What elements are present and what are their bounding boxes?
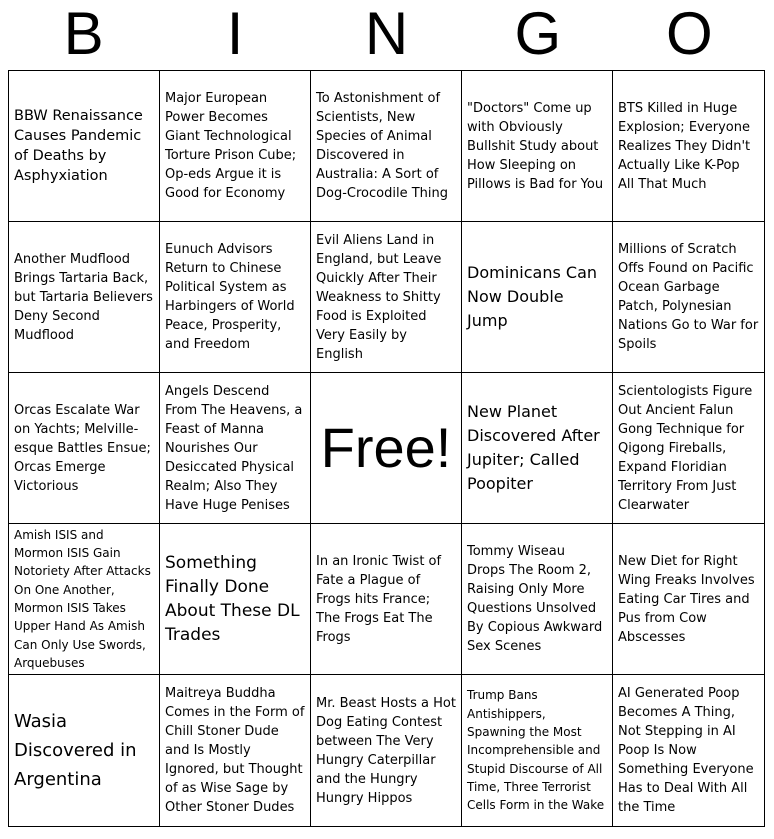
- bingo-cell[interactable]: [160, 524, 311, 675]
- bingo-cell[interactable]: [613, 524, 764, 675]
- cell-text: Wasia Discovered in Argentina: [14, 711, 137, 790]
- bingo-cell[interactable]: [311, 71, 462, 222]
- cell-text: In an Ironic Twist of Fate a Plague of Frogs hits France; The Frogs Eat The Frogs: [316, 553, 442, 645]
- bingo-cell[interactable]: [9, 675, 160, 826]
- free-space-cell[interactable]: [311, 373, 462, 524]
- cell-text: Millions of Scratch Offs Found on Pacific Ocean Garbage Patch, Polynesian Nations Go to War for Spoils: [618, 242, 759, 352]
- bingo-card: [8, 70, 765, 827]
- bingo-cell[interactable]: [311, 675, 462, 826]
- header-letter-n: N: [364, 0, 409, 67]
- cell-text: Evil Aliens Land in England, but Leave Quickly After Their Weakness to Shitty Food is Exploited Very Easily by English: [316, 232, 442, 362]
- cell-text: Amish ISIS and Mormon ISIS Gain Notoriety After Attacks On One Another, Mormon ISIS Takes Upper Hand As Amish Can Only Use Swords, Arquebuses: [14, 527, 151, 670]
- bingo-cell[interactable]: [160, 222, 311, 373]
- bingo-cell[interactable]: [462, 222, 613, 373]
- free-space-text: Free!: [320, 416, 452, 479]
- header-letter-g: G: [514, 0, 562, 67]
- cell-text: Major European Power Becomes Giant Technological Torture Prison Cube; Op-eds Argue it is Good for Economy: [165, 91, 297, 201]
- cell-text: Scientologists Figure Out Ancient Falun Gong Technique for Qigong Fireballs, Expand Floridian Territory From Just Clearwater: [618, 383, 753, 513]
- bingo-cell[interactable]: [160, 71, 311, 222]
- bingo-cell[interactable]: [613, 222, 764, 373]
- bingo-cell[interactable]: [462, 524, 613, 675]
- bingo-cell[interactable]: [311, 222, 462, 373]
- bingo-cell[interactable]: [613, 373, 764, 524]
- cell-text: Dominicans Can Now Double Jump: [467, 263, 598, 330]
- cell-text: To Astonishment of Scientists, New Species of Animal Discovered in Australia: A Sort of Dog-Crocodile Thing: [316, 91, 448, 201]
- cell-text: Maitreya Buddha Comes in the Form of Chill Stoner Dude and Is Mostly Ignored, but Thought of as Wise Sage by Other Stoner Dudes: [165, 686, 305, 815]
- cell-text: New Planet Discovered After Jupiter; Called Poopiter: [467, 402, 600, 493]
- bingo-cell[interactable]: [9, 524, 160, 675]
- header-letter-o: O: [665, 0, 713, 67]
- bingo-cell[interactable]: [462, 373, 613, 524]
- cell-text: Tommy Wiseau Drops The Room 2, Raising Only More Questions Unsolved By Copious Awkward Sex Scenes: [467, 544, 603, 654]
- bingo-cell[interactable]: [9, 222, 160, 373]
- bingo-cell[interactable]: [160, 373, 311, 524]
- cell-text: Angels Descend From The Heavens, a Feast of Manna Nourishes Our Desiccated Physical Realm; Also They Have Huge Penises: [165, 383, 303, 513]
- bingo-cell[interactable]: [613, 675, 764, 826]
- bingo-cell[interactable]: [9, 373, 160, 524]
- bingo-cell[interactable]: [9, 71, 160, 222]
- bingo-cell[interactable]: [462, 675, 613, 826]
- cell-text: Something Finally Done About These DL Trades: [165, 553, 300, 645]
- header-letter-b: B: [63, 0, 104, 67]
- header-letter-i: I: [226, 0, 244, 67]
- cell-text: "Doctors" Come up with Obviously Bullshit Study about How Sleeping on Pillows is Bad for You: [467, 100, 604, 192]
- bingo-cell[interactable]: [160, 675, 311, 826]
- cell-text: Mr. Beast Hosts a Hot Dog Eating Contest between The Very Hungry Caterpillar and the Hungry Hungry Hippos: [316, 695, 456, 806]
- cell-text: BBW Renaissance Causes Pandemic of Deaths by Asphyxiation: [14, 108, 143, 184]
- bingo-header: [8, 0, 765, 68]
- bingo-cell[interactable]: [462, 71, 613, 222]
- cell-text: Orcas Escalate War on Yachts; Melville-esque Battles Ensue; Orcas Emerge Victorious: [14, 402, 151, 494]
- cell-text: Another Mudflood Brings Tartaria Back, but Tartaria Believers Deny Second Mudflood: [14, 251, 153, 343]
- cell-text: AI Generated Poop Becomes A Thing, Not Stepping in AI Poop Is Now Something Everyone Has to Deal With All the Time: [618, 686, 754, 815]
- bingo-cell[interactable]: [311, 524, 462, 675]
- cell-text: Eunuch Advisors Return to Chinese Political System as Harbingers of World Peace, Prosperity, and Freedom: [165, 242, 295, 352]
- bingo-cell[interactable]: [613, 71, 764, 222]
- cell-text: New Diet for Right Wing Freaks Involves Eating Car Tires and Pus from Cow Abscesses: [618, 553, 755, 645]
- cell-text: Trump Bans Antishippers, Spawning the Most Incomprehensible and Stupid Discourse of All Time, Three Terrorist Cells Form in the Wake: [467, 688, 605, 813]
- cell-text: BTS Killed in Huge Explosion; Everyone Realizes They Didn't Actually Like K-Pop All That Much: [618, 100, 751, 192]
